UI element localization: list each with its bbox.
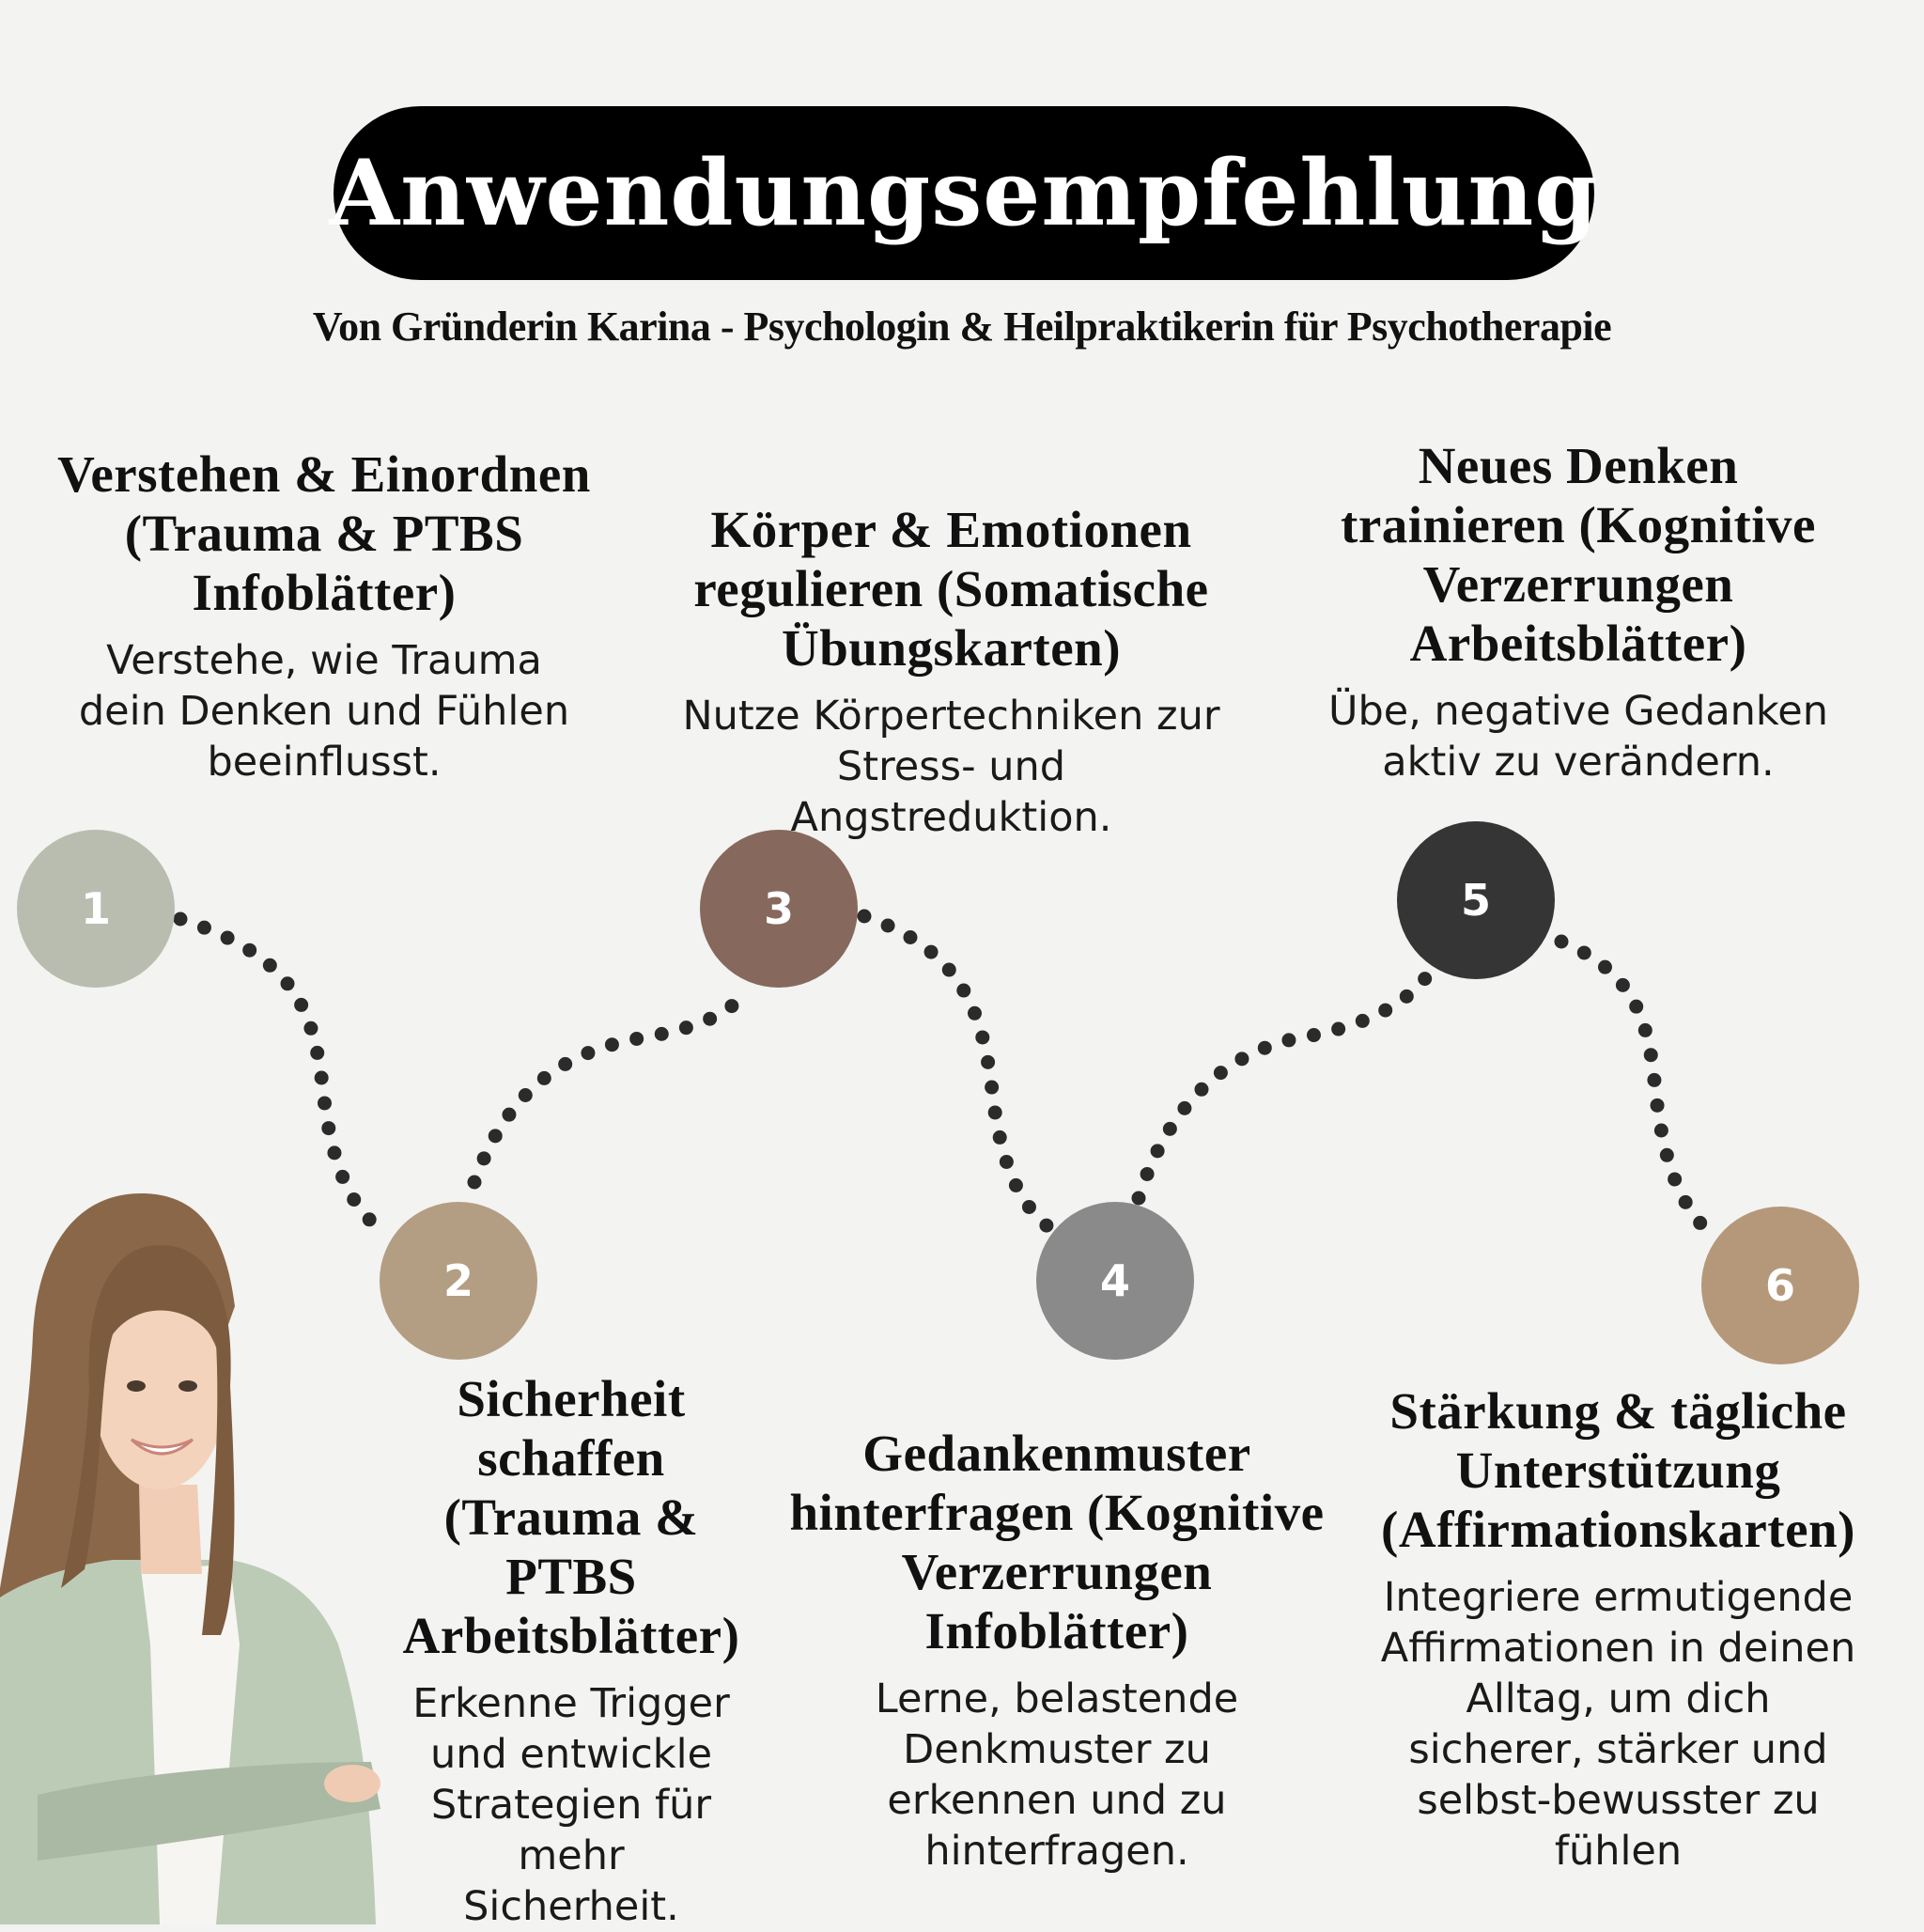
step-circle-4: 4 xyxy=(1036,1202,1194,1360)
step-5-title: Neues Denken trainieren (Kognitive Verzerrungen Arbeitsblätter) xyxy=(1341,437,1816,672)
step-5-text xyxy=(1311,436,1846,787)
step-3-text xyxy=(658,500,1245,843)
step-1-title: Verstehen & Einordnen (Trauma & PTBS Infoblätter) xyxy=(57,445,591,621)
step-4-description: Lerne, belastende Denkmuster zu erkennen und zu hinterfragen. xyxy=(875,1675,1239,1875)
step-2-description: Erkenne Trigger und entwickle Strategien für mehr Sicherheit. xyxy=(412,1680,730,1930)
connector-1-2 xyxy=(180,919,385,1233)
step-4-title: Gedankenmuster hinterfragen (Kognitive Verzerrungen Infoblätter) xyxy=(789,1425,1325,1659)
step-4-text xyxy=(775,1424,1339,1877)
step-circle-1: 1 xyxy=(17,830,175,988)
step-circle-5: 5 xyxy=(1397,821,1555,979)
connector-2-3 xyxy=(474,991,747,1182)
founder-portrait xyxy=(0,1193,385,1924)
step-3-description: Nutze Körpertechniken zur Stress- und Angstreduktion. xyxy=(682,693,1220,841)
step-circle-2: 2 xyxy=(380,1202,537,1360)
step-2-text xyxy=(393,1369,750,1932)
page-title: Anwendungsempfehlung xyxy=(329,140,1599,246)
connector-4-5 xyxy=(1139,977,1426,1198)
connector-5-6 xyxy=(1561,942,1710,1233)
step-3-title: Körper & Emotionen regulieren (Somatische Übungskarten) xyxy=(693,501,1209,677)
step-circle-6: 6 xyxy=(1701,1207,1859,1364)
step-2-title: Sicherheit schaffen (Trauma & PTBS Arbeitsblätter) xyxy=(402,1370,740,1664)
step-1-text xyxy=(38,444,611,787)
step-6-title: Stärkung & tägliche Unterstützung (Affirmationskarten) xyxy=(1381,1382,1855,1558)
step-1-description: Verstehe, wie Trauma dein Denken und Fühlen beeinflusst. xyxy=(78,637,570,786)
step-6-text xyxy=(1367,1381,1870,1877)
step-5-description: Übe, negative Gedanken aktiv zu verändern. xyxy=(1327,688,1829,786)
step-circle-3: 3 xyxy=(700,830,858,988)
step-6-description: Integriere ermutigende Affirmationen in deinen Alltag, um dich sicherer, stärker und selbst-bewusster zu fühlen xyxy=(1380,1574,1856,1875)
page-subtitle: Von Gründerin Karina - Psychologin & Heilpraktikerin für Psychotherapie xyxy=(312,304,1612,350)
connector-3-4 xyxy=(864,916,1047,1226)
